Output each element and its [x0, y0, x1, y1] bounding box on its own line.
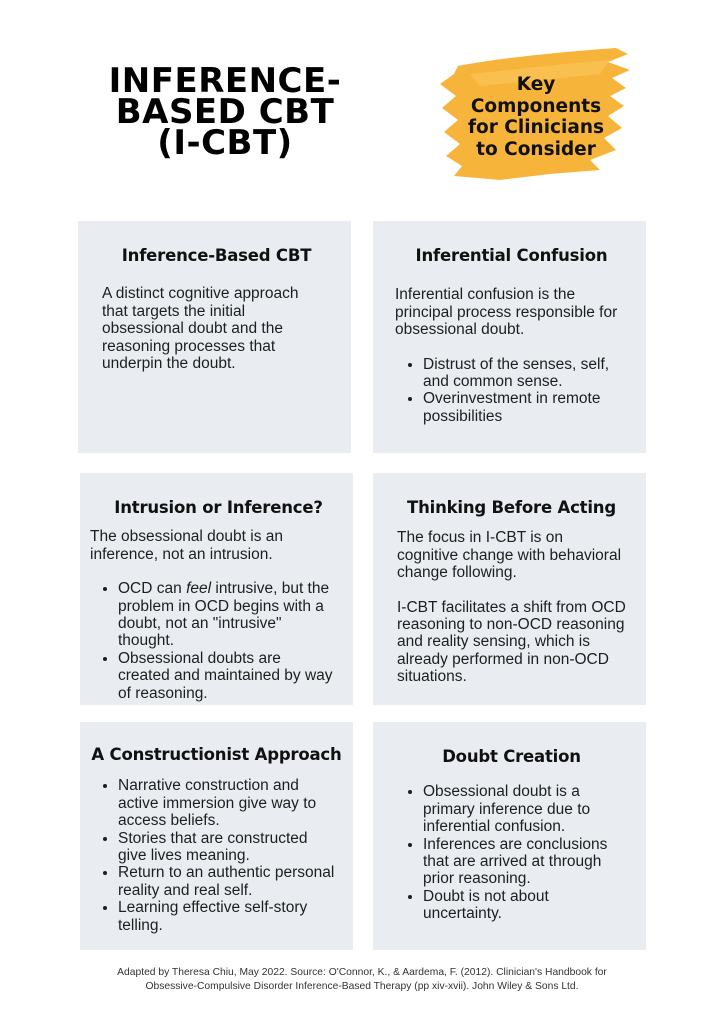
list-item: • Return to an authentic personal reality and real self.	[118, 864, 335, 899]
card-inference-based-cbt	[78, 221, 351, 453]
title-line: (I-CBT)	[157, 123, 293, 163]
list-item: • Obsessional doubt is a primary inference due to inferential confusion.	[423, 783, 628, 835]
bullet-list	[395, 356, 628, 426]
list-item: • Learning effective self-story telling.	[118, 899, 335, 934]
card-constructionist-approach	[80, 722, 353, 950]
badge-line: to Consider	[476, 138, 596, 160]
title-line: INFERENCE-	[108, 61, 342, 101]
card-heading: A Constructionist Approach	[91, 745, 342, 764]
bullet-list	[90, 777, 335, 934]
badge-line: for Clinicians	[467, 117, 605, 138]
list-item: • Obsessional doubts are created and maintained by way of reasoning.	[118, 650, 335, 702]
card-heading: Intrusion or Inference?	[114, 498, 323, 517]
bullet-list	[395, 783, 628, 922]
card-body	[90, 777, 335, 934]
badge-text	[440, 74, 632, 160]
card-text: A distinct cognitive approach that targets the initial obsessional doubt and the reasoning processes that underpin the doubt.	[102, 285, 299, 373]
card-body	[395, 783, 628, 922]
emphasis-text: feel	[186, 580, 212, 598]
card-text: I-CBT facilitates a shift from OCD reasoning to non-OCD reasoning and reality sensing, which is already performed in non-OCD situations.	[397, 598, 626, 686]
bullet-list	[90, 580, 335, 702]
list-item: • Inferences are conclusions that are arrived at through prior reasoning.	[423, 836, 628, 888]
card-heading: Inferential Confusion	[415, 246, 608, 265]
card-thinking-before-acting	[373, 473, 646, 705]
emphasis-text: not	[484, 887, 506, 905]
card-text: The focus in I-CBT is on cognitive change with behavioral change following.	[397, 529, 622, 582]
card-inferential-confusion	[373, 221, 646, 453]
title-line: BASED CBT	[115, 92, 335, 132]
citation-line: Obsessive-Compulsive Disorder Inference-Based Therapy (pp xiv-xvii). John Wiley & Sons Ltd.	[145, 981, 579, 992]
card-heading: Inference-Based CBT	[121, 246, 312, 265]
list-item: • Distrust of the senses, self, and common sense.	[423, 356, 628, 391]
page-title	[100, 61, 350, 163]
list-item: • Doubt is not about uncertainty.	[423, 888, 628, 923]
list-item: • Narrative construction and active immersion give way to access beliefs.	[118, 777, 335, 829]
list-item: • Stories that are constructed give lives meaning.	[118, 830, 335, 865]
card-body	[397, 529, 628, 685]
card-heading: Doubt Creation	[442, 747, 581, 766]
card-intrusion-or-inference	[80, 473, 353, 705]
source-citation	[0, 966, 724, 994]
badge-line: Key	[516, 74, 556, 95]
card-doubt-creation	[373, 722, 646, 950]
card-body	[90, 528, 335, 702]
key-components-badge	[440, 44, 632, 184]
card-body	[395, 286, 628, 425]
card-text: Inferential confusion is the principal process responsible for obsessional doubt.	[395, 286, 618, 339]
citation-line: Adapted by Theresa Chiu, May 2022. Source: O'Connor, K., & Aardema, F. (2012). Clinician's Handbook for	[117, 967, 607, 978]
card-text: The obsessional doubt is an inference, not an intrusion.	[90, 528, 284, 563]
list-item: • Overinvestment in remote possibilities	[423, 390, 628, 425]
badge-line: Components	[470, 95, 602, 117]
card-heading: Thinking Before Acting	[407, 498, 616, 517]
list-item: • OCD can feel intrusive, but the problem in OCD begins with a doubt, not an "intrusive" thought.	[118, 580, 335, 650]
card-body	[100, 285, 333, 372]
